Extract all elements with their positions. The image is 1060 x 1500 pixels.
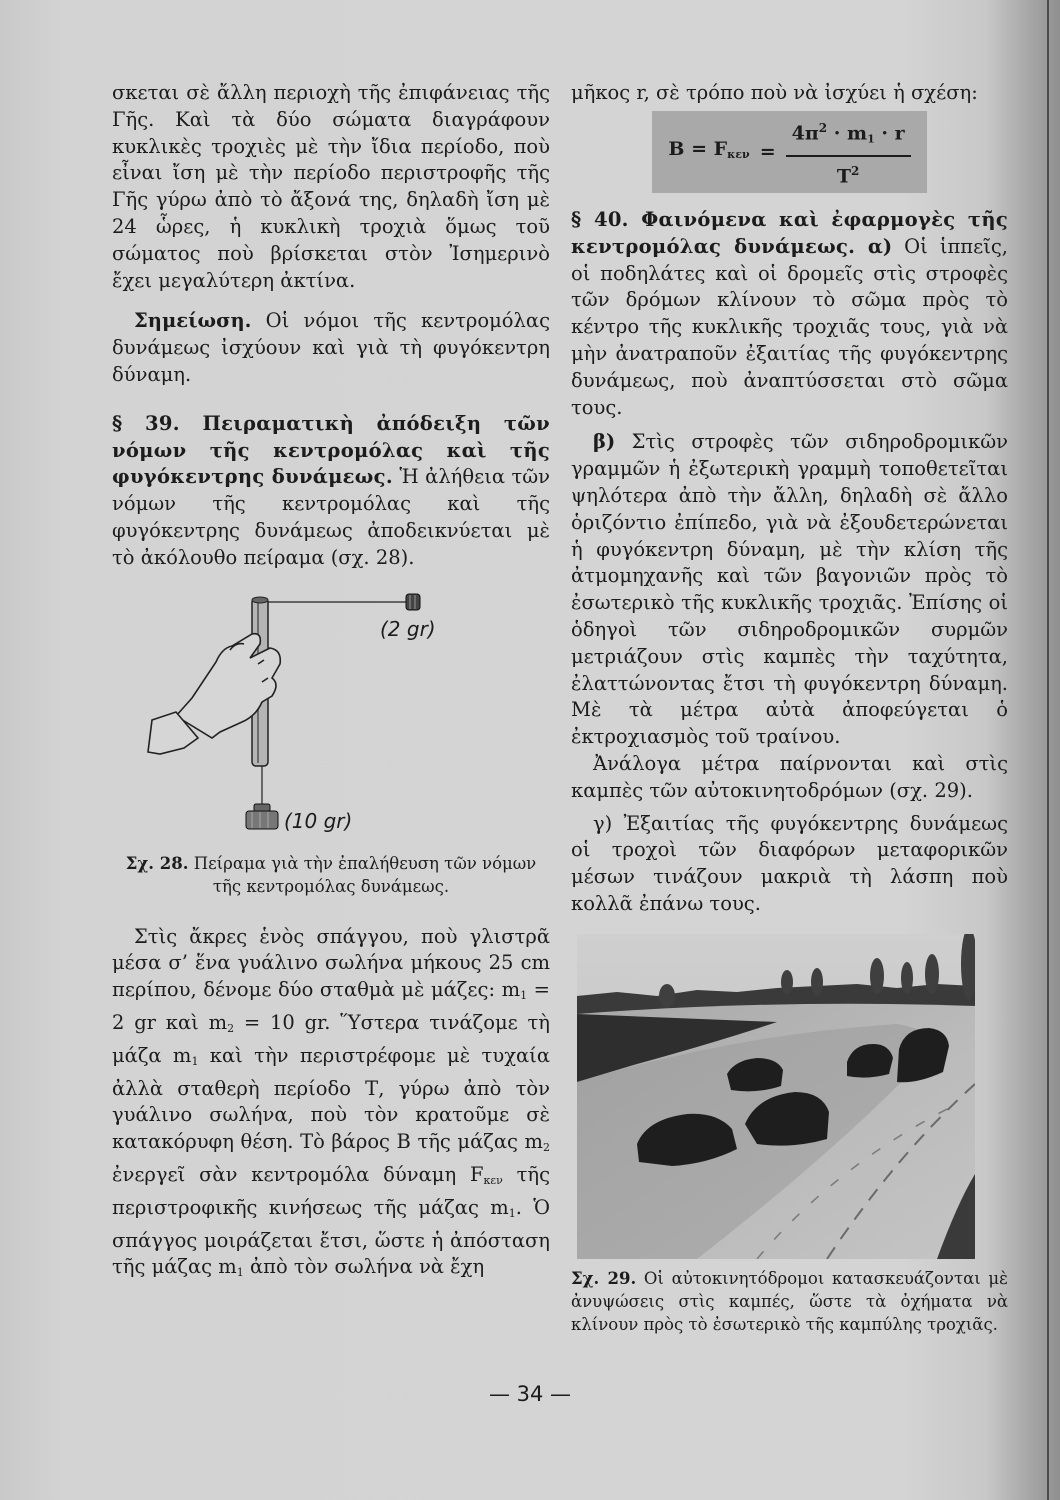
subscript: 1: [508, 1206, 516, 1220]
figure-29-photo-banked-road: [577, 934, 975, 1259]
num-part: · m: [827, 122, 868, 145]
formula-fraction: [786, 115, 911, 190]
num-sub: 1: [867, 132, 875, 146]
gamma-label: γ): [593, 811, 613, 835]
centripetal-force-formula: [652, 111, 926, 193]
subscript: 2: [543, 1141, 550, 1155]
section-40-heading: § 40. Φαινόμενα καὶ ἐφαρμογὲς τῆς κεντρομόλας δυνάμεως.: [571, 208, 1008, 258]
formula-lhs-sub: κεν: [727, 148, 750, 162]
formula-numerator: [786, 115, 911, 157]
figure-29-caption-label: Σχ. 29.: [571, 1268, 637, 1288]
figure-28-experiment: [112, 588, 550, 838]
text-run: = 2 gr καὶ m: [112, 978, 550, 1034]
subscript: 1: [520, 989, 528, 1003]
formula-lhs: [668, 136, 749, 169]
paragraph-length-r: μῆκος r, σὲ τρόπο ποὺ νὰ ἰσχύει ἡ σχέση:: [571, 81, 978, 104]
large-weight-icon: [246, 804, 278, 829]
section-40: [571, 207, 1008, 421]
formula-lhs-text: B = F: [668, 138, 728, 161]
label-large-mass: (10 gr): [284, 808, 353, 833]
den-sup: 2: [850, 163, 860, 178]
page-number: — 34 —: [488, 1382, 572, 1406]
note-label: Σημείωση.: [134, 309, 252, 333]
label-small-mass: (2 gr): [380, 616, 436, 641]
gamma-text: Ἐξαιτίας τῆς φυγόκεντρης δυνάμεως οἱ τροχοὶ τῶν διαφόρων μεταφορικῶν μέσων τινάζουν μακριὰ τὴ λάσπη ποὺ κολλᾶ ἐπάνω τους.: [571, 811, 1008, 915]
paragraph-beta: [571, 429, 1008, 751]
formula-box: [571, 111, 1008, 193]
beta-label: β): [593, 430, 616, 454]
subscript: κεν: [483, 1173, 503, 1187]
figure-29-caption-text: Οἱ αὐτοκινητόδρομοι κατασκευάζονται μὲ ἀνυψώσεις στὶς καμπές, ὥστε τὰ ὀχήματα νὰ κλίνουν πρὸς τὸ ἐσωτερικὸ τῆς καμπύλης τροχιᾶς.: [571, 1268, 1008, 1334]
figure-29-caption: [571, 1267, 1008, 1336]
tube-hand-weights-illustration: [112, 588, 550, 838]
text-run: Στὶς ἄκρες ἑνὸς σπάγγου, ποὺ γλιστρᾶ μέσα σ’ ἕνα γυάλινο σωλήνα μήκους 25 cm περίπου, δένομε δύο σταθμὰ μὲ μάζες: m: [112, 924, 550, 1002]
text-run: τῆς περιστροφικῆς κινήσεως τῆς μάζας m: [112, 1162, 550, 1219]
text-run: = 10 gr. Ὕστερα τινάζομε τὴ μάζα m: [112, 1010, 550, 1067]
formula-equals: =: [759, 141, 776, 164]
den-part: T: [836, 165, 851, 188]
section-39-heading: § 39. Πειραματικὴ ἀπόδειξη τῶν νόμων τῆς κεντρομόλας καὶ τῆς φυγόκεντρης δυνάμεως.: [112, 411, 550, 489]
note-paragraph: [112, 308, 550, 388]
text-run: ἐνεργεῖ σὰν κεντρομόλα δύναμη F: [112, 1162, 484, 1186]
figure-28-caption: [112, 852, 550, 898]
section-39: [112, 411, 550, 572]
alpha-text: Οἱ ἱππεῖς, οἱ ποδηλάτες καὶ οἱ δρομεῖς στὶς στροφὲς τῶν δρόμων κλίνουν τὸ σῶμα πρὸς τὸ κέντρο τῆς κυκλικῆς τροχιᾶς τους, γιὰ νὰ μὴν ἀνατραποῦν ἐξαιτίας τῆς φυγόκεντρης δυνάμεως, ποὺ ἀναπτύσσεται στὸ σῶμα τους.: [571, 234, 1008, 419]
figure-28-caption-text: Πείραμα γιὰ τὴν ἐπαλήθευση τῶν νόμων τῆς κεντρομόλας δυνάμεως.: [188, 853, 537, 896]
subscript: 2: [227, 1021, 235, 1035]
right-column: [571, 80, 1008, 1336]
num-sup: 2: [818, 120, 828, 135]
figure-28-caption-label: Σχ. 28.: [125, 853, 189, 873]
alpha-label: α): [855, 234, 893, 258]
formula-denominator: [837, 157, 860, 190]
subscript: 1: [236, 1266, 244, 1280]
note-text: Οἱ νόμοι τῆς κεντρομόλας δυνάμεως ἰσχύουν καὶ γιὰ τὴ φυγόκεντρη δύναμη.: [112, 309, 550, 386]
page-edge-shadow: [1047, 0, 1049, 1500]
beta-text: Στὶς στροφὲς τῶν σιδηροδρομικῶν γραμμῶν ἡ ἐξωτερικὴ γραμμὴ τοποθετεῖται ψηλότερα ἀπὸ τὴν ἄλλη, δηλαδὴ σὲ ἄλλο ὁριζόντιο ἐπίπεδο, γιὰ νὰ ἐξουδετερώνεται ἡ φυγόκεντρη δύναμη, μὲ τὴν κλίση τῆς ἀτμομηχανῆς καὶ τῶν βαγονιῶν πρὸς τὸ ἐσωτερικὸ τῆς κυκλικῆς τροχιᾶς. Ἐπίσης οἱ ὁδηγοὶ τῶν σιδηροδρομικῶν συρμῶν μετριάζουν στὶς καμπὲς τὴν ταχύτητα, ἐλαττώνοντας ἔτσι τὴ φυγόκεντρη δύναμη. Μὲ τὰ μέτρα αὐτὰ ἀποφεύγεται ὁ ἐκτροχιασμὸς τοῦ τραίνου.: [571, 430, 1008, 749]
text-run: . Ὁ σπάγγος μοιράζεται ἔτσι, ὥστε ἡ ἀπόσταση τῆς μάζας m: [112, 1195, 550, 1279]
subscript: 1: [191, 1054, 199, 1068]
text-run: καὶ τὴν περιστρέφομε μὲ τυχαία ἀλλὰ σταθερὴ περίοδο Τ, γύρω ἀπὸ τὸν γυάλινο σωλήνα, ποὺ τὸν κρατοῦμε σὲ κατακόρυφη θέση. Τὸ βάρος Β τῆς μάζας m: [112, 1043, 550, 1154]
section-39-text: Ἡ ἀλήθεια τῶν νόμων τῆς κεντρομόλας καὶ τῆς φυγόκεντρης δυνάμεως ἀποδεικνύεται μὲ τὸ ἀκόλουθο πείραμα (σχ. 28).: [112, 465, 550, 569]
paragraph-experiment-description: [112, 924, 550, 1288]
small-weight-icon: [406, 594, 420, 610]
banked-road-cars-photo: [577, 934, 975, 1259]
num-part: · r: [874, 122, 905, 145]
paragraph-gamma: [571, 811, 1008, 918]
text-run: ἀπὸ τὸν σωλήνα νὰ ἔχη: [243, 1255, 485, 1279]
left-column: [112, 80, 550, 1287]
paragraph-earth-orbits: σκεται σὲ ἄλλη περιοχὴ τῆς ἐπιφάνειας τῆς Γῆς. Καὶ τὰ δύο σώματα διαγράφουν κυκλικὲς τροχιὲς μὲ τὴν ἴδια περίοδο, ποὺ εἶναι ἴση μὲ τὴν περίοδο περιστροφῆς τῆς Γῆς γύρω ἀπὸ τὸ ἄξονά της, δηλαδὴ ἴση μὲ 24 ὧρες, ἡ κυκλικὴ τροχιὰ ὅμως τοῦ σώματος ποὺ βρίσκεται στὸν Ἰσημερινὸ ἔχει μεγαλύτερη ἀκτίνα.: [112, 81, 550, 292]
paragraph-analoga: Ἀνάλογα μέτρα παίρνονται καὶ στὶς καμπὲς τῶν αὐτοκινητοδρόμων (σχ. 29).: [571, 751, 1008, 802]
num-part: 4π: [791, 122, 819, 145]
